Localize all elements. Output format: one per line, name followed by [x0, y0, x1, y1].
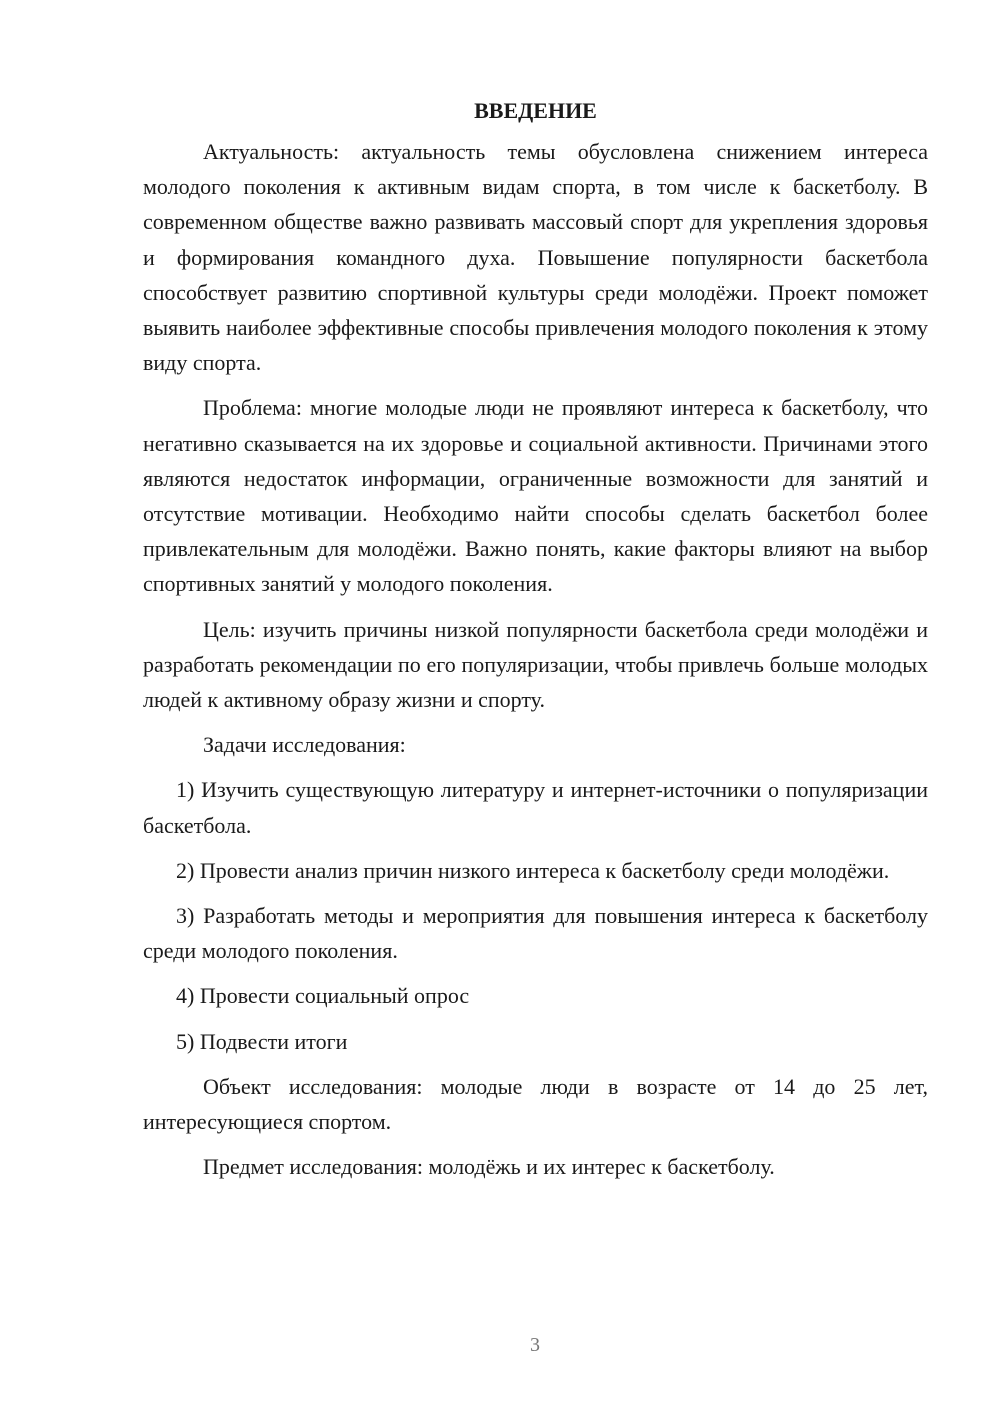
paragraph-relevance: Актуальность: актуальность темы обусловлена снижением интереса молодого поколения к активным видам спорта, в том числе к баскетболу. В современном обществе важно развивать массовый спорт для укрепления здоровья и формирования командного духа. Повышение популярности баскетбола способствует развитию спортивной культуры среди молодёжи. Проект поможет выявить наиболее эффективные способы привлечения молодого поколения к этому виду спорта. [143, 139, 928, 376]
paragraph-object: Объект исследования: молодые люди в возрасте от 14 до 25 лет, интересующиеся спортом. [143, 1073, 928, 1135]
list-item-task-1: 1) Изучить существующую литературу и интернет-источники о популяризации баскетбола. [143, 777, 928, 838]
page-number: 3 [530, 1334, 540, 1356]
list-item-task-2: 2) Провести анализ причин низкого интереса к баскетболу среди молодёжи. [176, 857, 890, 883]
paragraph-subject: Предмет исследования: молодёжь и их интерес к баскетболу. [203, 1154, 775, 1180]
section-title: ВВЕДЕНИЕ [474, 98, 597, 123]
list-item-task-5: 5) Подвести итоги [176, 1028, 348, 1054]
paragraph-problem: Проблема: многие молодые люди не проявляют интереса к баскетболу, что негативно сказывается на их здоровье и социальной активности. Причинами этого являются недостаток информации, ограниченные возможности для занятий и отсутствие мотивации. Необходимо найти способы сделать баскетбол более привлекательным для молодёжи. Важно понять, какие факторы влияют на выбор спортивных занятий у молодого поколения. [143, 395, 928, 597]
list-item-task-3: 3) Разработать методы и мероприятия для повышения интереса к баскетболу среди молодого поколения. [143, 903, 928, 964]
list-item-task-4: 4) Провести социальный опрос [176, 983, 470, 1009]
tasks-heading: Задачи исследования: [203, 732, 406, 758]
paragraph-goal: Цель: изучить причины низкой популярности баскетбола среди молодёжи и разработать рекомендации по его популяризации, чтобы привлечь больше молодых людей к активному образу жизни и спорту. [143, 616, 928, 713]
page-content [143, 96, 928, 1184]
